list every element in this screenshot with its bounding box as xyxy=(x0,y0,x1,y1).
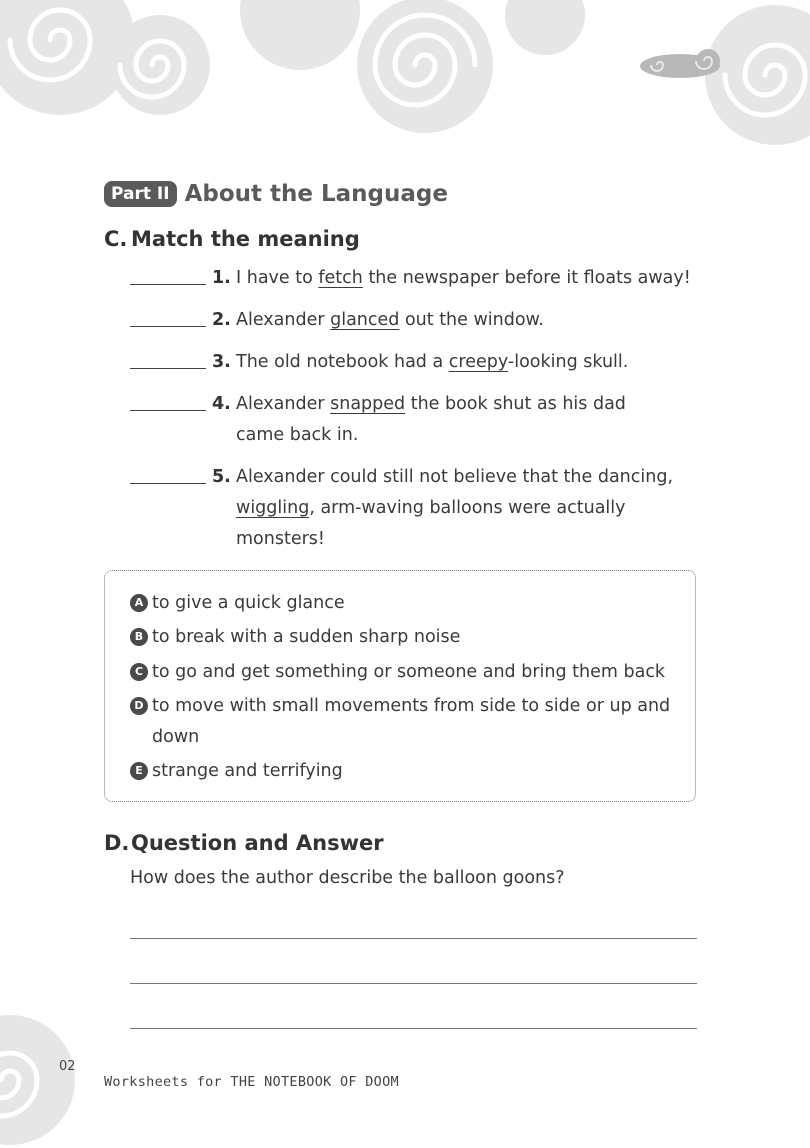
part-heading xyxy=(104,181,448,207)
item-text-pre: Alexander xyxy=(236,310,331,330)
option-e xyxy=(130,756,690,787)
option-letter-d-icon: D xyxy=(130,697,148,715)
item-number: 4. xyxy=(212,394,231,414)
item-text-pre: Alexander could still not believe that the dancing, xyxy=(236,467,674,487)
footer-title: Worksheets for THE NOTEBOOK OF DOOM xyxy=(104,1074,399,1090)
option-c xyxy=(130,657,690,688)
item-number: 1. xyxy=(212,268,231,288)
answer-blank-5[interactable] xyxy=(130,483,206,484)
underlined-word: fetch xyxy=(318,268,363,288)
page-number: 02 xyxy=(59,1059,76,1074)
match-item-4 xyxy=(130,389,700,451)
answer-blank-2[interactable] xyxy=(130,326,206,327)
option-text: to give a quick glance xyxy=(152,593,345,613)
item-number: 5. xyxy=(212,467,231,487)
option-letter-b-icon: B xyxy=(130,628,148,646)
option-d xyxy=(130,691,675,753)
option-text: to break with a sudden sharp noise xyxy=(152,627,461,647)
option-letter-e-icon: E xyxy=(130,762,148,780)
part-badge: Part II xyxy=(104,181,177,207)
section-c-title xyxy=(104,227,360,251)
underlined-word: snapped xyxy=(330,394,406,414)
section-c-heading: Match the meaning xyxy=(131,227,360,251)
answer-blank-3[interactable] xyxy=(130,368,206,369)
underlined-word: glanced xyxy=(330,310,400,330)
item-text-pre: I have to xyxy=(236,268,319,288)
option-letter-a-icon: A xyxy=(130,594,148,612)
item-text-pre: Alexander xyxy=(236,394,331,414)
item-text-post: the book shut as his dad came back in. xyxy=(236,394,626,445)
section-c-letter: C. xyxy=(104,227,128,251)
section-d-heading: Question and Answer xyxy=(131,831,384,855)
match-item-3 xyxy=(130,347,700,378)
item-text-post: the newspaper before it floats away! xyxy=(362,268,691,288)
option-text: to move with small movements from side to side or up and down xyxy=(152,696,671,747)
item-text-post: out the window. xyxy=(399,310,544,330)
item-number: 3. xyxy=(212,352,231,372)
option-a xyxy=(130,588,690,619)
answer-blank-4[interactable] xyxy=(130,410,206,411)
answer-line-1[interactable] xyxy=(130,938,697,939)
option-b xyxy=(130,622,690,653)
item-text-post: , arm-waving balloons were actually monsters! xyxy=(236,498,626,549)
underlined-word: creepy xyxy=(448,352,508,372)
section-d-title xyxy=(104,831,384,855)
match-item-5 xyxy=(130,462,700,555)
answer-line-3[interactable] xyxy=(130,1028,697,1029)
small-cloud-icon xyxy=(640,49,720,78)
answer-line-2[interactable] xyxy=(130,983,697,984)
item-text-post: -looking skull. xyxy=(507,352,629,372)
match-item-1 xyxy=(130,263,700,294)
option-text: strange and terrifying xyxy=(152,761,343,781)
item-text-pre: The old notebook had a xyxy=(236,352,449,372)
option-letter-c-icon: C xyxy=(130,663,148,681)
question-text: How does the author describe the balloon goons? xyxy=(130,868,565,888)
answer-blank-1[interactable] xyxy=(130,284,206,285)
part-title: About the Language xyxy=(184,181,448,207)
section-d-letter: D. xyxy=(104,831,130,855)
option-text: to go and get something or someone and bring them back xyxy=(152,662,666,682)
underlined-word: wiggling xyxy=(236,498,310,518)
item-number: 2. xyxy=(212,310,231,330)
match-item-2 xyxy=(130,305,700,336)
